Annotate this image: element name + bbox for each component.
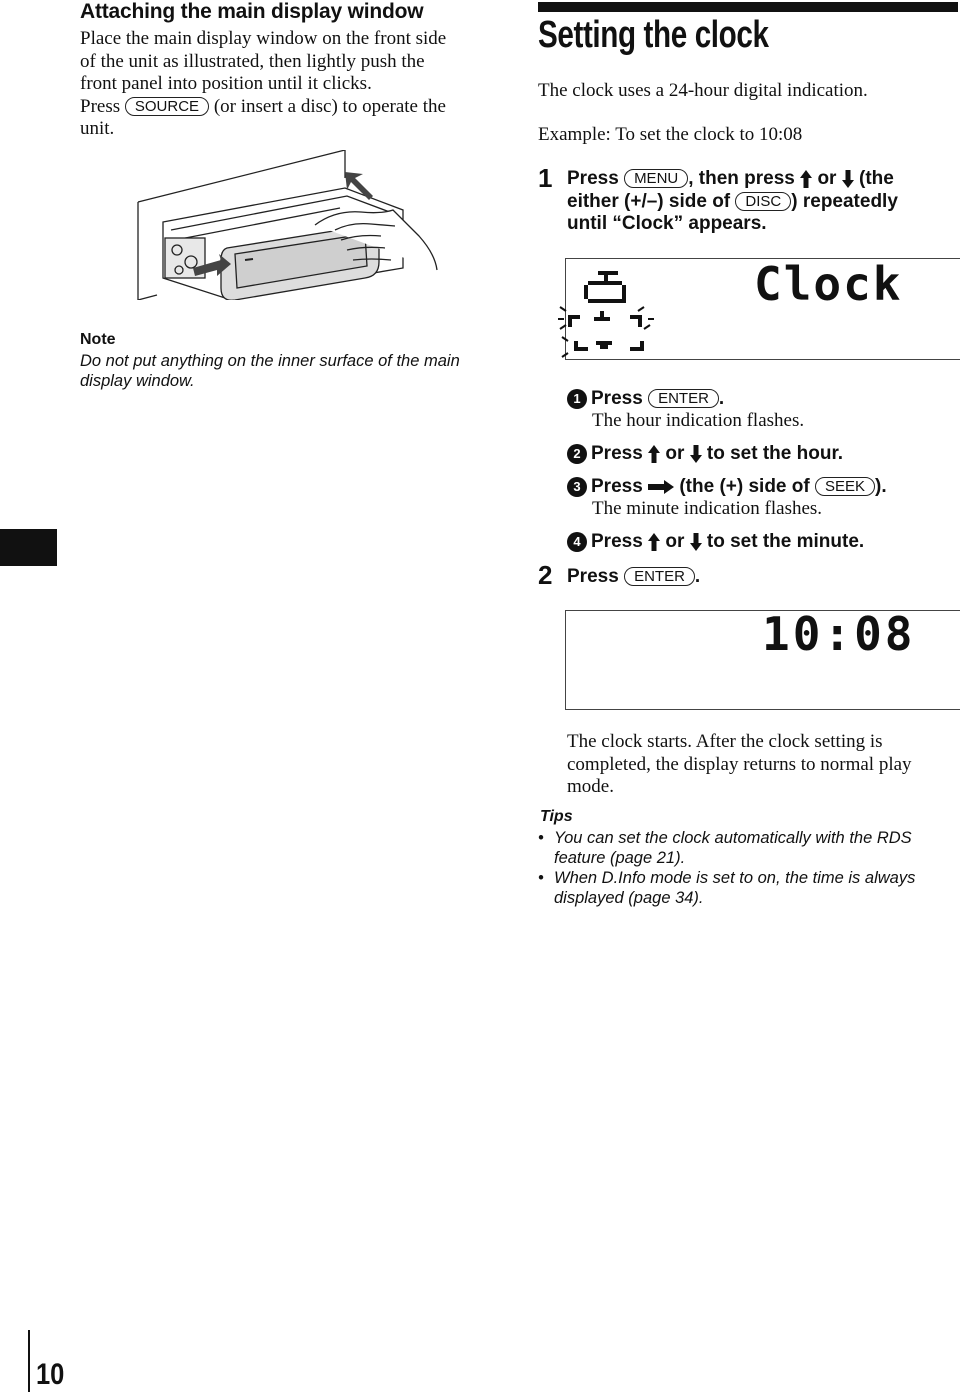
set-hour-text: to set the hour. <box>706 443 844 464</box>
substep-1: 1 Press ENTER . <box>567 388 724 411</box>
disc-key: DISC <box>735 192 791 211</box>
step-1-text <box>567 168 957 236</box>
substep-3-number: 3 <box>567 477 587 497</box>
or-word: or <box>817 168 837 189</box>
either-side-text: either (+/–) side of <box>567 190 731 212</box>
step-1-number: 1 <box>538 163 553 193</box>
clock-intro: The clock uses a 24-hour digital indication. <box>538 80 868 101</box>
lcd-display-clock <box>565 258 960 360</box>
press-word: Press <box>591 531 643 552</box>
attach-paragraph <box>80 28 510 141</box>
enter-key: ENTER <box>624 567 695 586</box>
attach-line-5: unit. <box>80 118 115 139</box>
note-title: Note <box>80 331 116 348</box>
tip-1 <box>540 828 950 868</box>
period-text: . <box>694 566 701 587</box>
section-heading-attach: Attaching the main display window <box>80 0 424 23</box>
step-1-line-3: until “Clock” appears. <box>567 213 767 234</box>
substep-3-note: The minute indication flashes. <box>592 498 823 519</box>
seek-key: SEEK <box>815 477 875 496</box>
tip-2-text: When D.Info mode is set to on, the time is always displayed (page 34). <box>554 869 916 907</box>
down-arrow-icon <box>690 445 702 463</box>
attach-line-4 <box>80 96 510 119</box>
lcd-time-text: 10:08 <box>762 607 916 661</box>
set-minute-text: to set the minute. <box>706 531 865 552</box>
press-word: Press <box>591 388 643 409</box>
page-number: 10 <box>36 1358 65 1391</box>
up-arrow-icon <box>648 445 660 463</box>
step-2-text <box>567 566 700 589</box>
bullet-icon: • <box>538 869 544 887</box>
right-arrow-icon <box>648 480 674 494</box>
substep-2 <box>567 443 843 466</box>
tips-title: Tips <box>540 808 573 825</box>
attach-line-1: Place the main display window on the front side <box>80 28 447 49</box>
lcd-clock-text: Clock <box>754 257 903 311</box>
menu-key: MENU <box>624 169 688 188</box>
substep-4 <box>567 531 864 554</box>
substep-3 <box>567 476 887 499</box>
section-top-bar <box>538 2 958 12</box>
menu-indicator-icon <box>558 263 668 363</box>
the-text: (the <box>859 168 894 189</box>
down-arrow-icon <box>842 170 854 188</box>
source-key: SOURCE <box>125 97 209 116</box>
repeatedly-text: ) repeatedly <box>791 190 898 212</box>
lcd-display-time <box>565 607 960 710</box>
bullet-icon: • <box>538 829 544 847</box>
plus-side-text: (the (+) side of <box>679 476 810 497</box>
or-word: or <box>665 443 685 464</box>
press-word: Press <box>567 168 619 189</box>
up-arrow-icon <box>648 533 660 551</box>
press-word: Press <box>80 95 121 117</box>
attach-line-4-rest: (or insert a disc) to operate the <box>213 95 446 117</box>
step-1-line-2 <box>567 191 957 214</box>
tip-2 <box>540 868 950 908</box>
clock-example: Example: To set the clock to 10:08 <box>538 124 803 145</box>
press-word: Press <box>567 566 619 587</box>
clock-starts-text: The clock starts. After the clock setting is completed, the display returns to normal play mode. <box>567 731 912 797</box>
section-heading-clock: Setting the clock <box>538 14 769 56</box>
down-arrow-icon <box>690 533 702 551</box>
step-2-number: 2 <box>538 560 553 590</box>
substep-4-number: 4 <box>567 532 587 552</box>
substep-2-number: 2 <box>567 444 587 464</box>
attach-line-2: of the unit as illustrated, then lightly push the <box>80 50 425 72</box>
section-tab-marker <box>0 529 57 566</box>
press-word: Press <box>591 476 643 497</box>
page-number-rule <box>28 1330 30 1392</box>
close-paren-text: ). <box>875 476 887 497</box>
attach-line-3: front panel into position until it clicks. <box>80 73 372 94</box>
substep-1-number: 1 <box>567 389 587 409</box>
or-word: or <box>665 531 685 552</box>
up-arrow-icon <box>800 170 812 188</box>
then-press-text: , then press <box>688 168 795 189</box>
step-1-line-1 <box>567 168 957 191</box>
tip-1-text: You can set the clock automatically with the RDS feature (page 21). <box>554 829 912 867</box>
note-text: Do not put anything on the inner surface of the main display window. <box>80 352 460 390</box>
attach-illustration <box>135 150 445 300</box>
enter-key: ENTER <box>648 389 719 408</box>
press-word: Press <box>591 443 643 464</box>
substep-1-note: The hour indication flashes. <box>592 410 805 431</box>
